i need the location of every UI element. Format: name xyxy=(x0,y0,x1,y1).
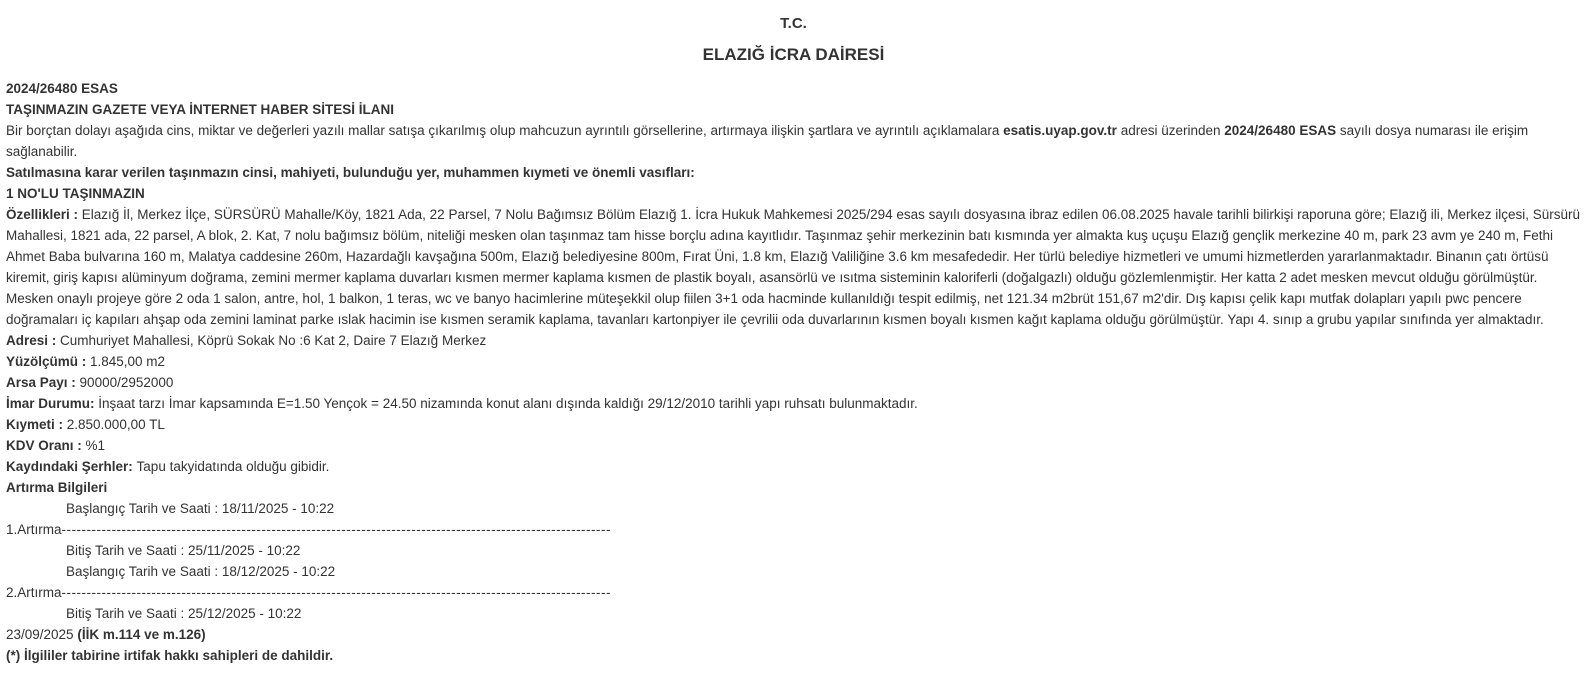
statute-reference: (İİK m.114 ve m.126) xyxy=(77,627,206,642)
field-arsa-payi xyxy=(6,372,1581,393)
auction-info-heading: Artırma Bilgileri xyxy=(6,480,108,495)
intro-text-before: Bir borçtan dolayı aşağıda cins, miktar ve değerleri yazılı mallar satışa çıkarılmış olup mahcuzun ayrıntılı görsellerine, artırmaya ilişkin şartlara ve ayrıntılı açıklamalara xyxy=(6,123,1004,138)
field-yuzolcumu xyxy=(6,351,1581,372)
intro-text-between: adresi üzerinden xyxy=(1116,123,1225,138)
field-adresi-value: Cumhuriyet Mahallesi, Köprü Sokak No :6 Kat 2, Daire 7 Elazığ Merkez xyxy=(60,333,487,348)
divider-dashes: -------------------------------------------------------------------------------------------------------------- xyxy=(61,585,612,600)
case-number: 2024/26480 ESAS xyxy=(6,81,118,96)
field-ozellikleri xyxy=(6,204,1581,330)
esatis-site-reference: esatis.uyap.gov.tr xyxy=(1003,123,1117,138)
announcement-title: TAŞINMAZIN GAZETE VEYA İNTERNET HABER SİTESİ İLANI xyxy=(6,102,395,117)
field-imar-durumu-label: İmar Durumu: xyxy=(6,396,99,411)
field-kdv-orani-label: KDV Oranı : xyxy=(6,438,86,453)
field-kiymeti-label: Kıymeti : xyxy=(6,417,67,432)
field-imar-durumu xyxy=(6,393,1581,414)
field-serhler-label: Kaydındaki Şerhler: xyxy=(6,459,137,474)
field-arsa-payi-value: 90000/2952000 xyxy=(79,375,174,390)
field-serhler xyxy=(6,456,1581,477)
field-yuzolcumu-label: Yüzölçümü : xyxy=(6,354,90,369)
header-republic: T.C. xyxy=(780,15,807,32)
footnote: (*) İlgililer tabirine irtifak hakkı sahipleri de dahildir. xyxy=(6,648,334,663)
auction-round-2-end: Bitiş Tarih ve Saati : 25/12/2025 - 10:22 xyxy=(66,606,302,621)
field-kiymeti-value: 2.850.000,00 TL xyxy=(66,417,165,432)
field-kiymeti xyxy=(6,414,1581,435)
decision-line: Satılmasına karar verilen taşınmazın cinsi, mahiyeti, bulunduğu yer, muhammen kıymeti ve önemli vasıfları: xyxy=(6,165,695,180)
auction-round-1-divider xyxy=(6,519,1581,540)
header-office-title: ELAZIĞ İCRA DAİRESİ xyxy=(702,45,885,64)
field-adresi-label: Adresi : xyxy=(6,333,61,348)
intro-case-reference: 2024/26480 ESAS xyxy=(1224,123,1337,138)
field-imar-durumu-value: İnşaat tarzı İmar kapsamında E=1.50 Yençok = 24.50 nizamında konut alanı dışında kaldığı 29/12/2010 tarihli yapı ruhsatı bulunmaktadır. xyxy=(98,396,918,411)
divider-dashes: -------------------------------------------------------------------------------------------------------------- xyxy=(61,522,612,537)
auction-round-1-name: 1.Artırma xyxy=(6,522,62,537)
auction-round-1-start: Başlangıç Tarih ve Saati : 18/11/2025 - 10:22 xyxy=(66,501,335,516)
document-date: 23/09/2025 xyxy=(6,627,78,642)
field-yuzolcumu-value: 1.845,00 m2 xyxy=(90,354,166,369)
property-heading: 1 NO'LU TAŞINMAZIN xyxy=(6,186,145,201)
field-ozellikleri-value: Elazığ İl, Merkez İlçe, SÜRSÜRÜ Mahalle/Köy, 1821 Ada, 22 Parsel, 7 Nolu Bağımsız Bölüm Elazığ 1. İcra Hukuk Mahkemesi 2025/294 esas sayılı dosyasına ibraz edilen 06.08.2025 havale tarihli bilirkişi raporuna göre; Elazığ ili, Merkez ilçesi, Sürsürü Mahallesi, 1821 ada, 22 parsel, A blok, 2. Kat, 7 nolu bağımsız bölüm, niteliği mesken olan taşınmaz tam hisse borçlu adına kayıtlıdır. Taşınmaz şehir merkezinin batı kısmında yer almakta kuş uçuşu Elazığ gençlik merkezine 40 m, park 23 avm ye 240 m, Fethi Ahmet Baba bulvarına 160 m, Malatya caddesine 260m, Hazardağlı kavşağına 500m, Elazığ belediyesine 800m, Fırat Üni, 1.8 km, Elazığ Valiliğine 3.6 km mesafededir. Her türlü belediye hizmetleri ve umumi hizmetlerden yararlanmaktadır. Binanın çatı örtüsü kiremit, giriş kapısı alüminyum doğrama, zemini mermer kaplama duvarları kısmen mermer kaplama kısmen de plastik boyalı, asansörlü ve ısıtma sisteminin kaloriferli (doğalgazlı) olduğu gözlemlenmiştir. Her katta 2 adet mesken mevcut olduğu görülmüştür. Mesken onaylı projeye göre 2 oda 1 salon, antre, hol, 1 balkon, 1 teras, wc ve banyo hacimlerine müteşekkil olup fiilen 3+1 oda hacminde kullanıldığı tespit edilmiş, net 121.34 m2brüt 151,67 m2'dir. Dış kapısı çelik kapı mutfak dolapları yapılı pwc pencere doğramaları iç kapıları ahşap oda zemini laminat parke ıslak hacimin ise kısmen seramik kaplama, tavanları kartonpiyer ile çevrilii oda duvarlarının kısmen boyalı kısmen kağıt kaplama olduğu görülmüştür. Yapı 4. sınıp a grubu yapılar sınıfında yer almaktadır. xyxy=(6,207,1580,327)
document-date-line xyxy=(6,624,1581,645)
auction-round-2-divider xyxy=(6,582,1581,603)
field-kdv-orani xyxy=(6,435,1581,456)
field-adresi xyxy=(6,330,1581,351)
field-ozellikleri-label: Özellikleri : xyxy=(6,207,82,222)
field-serhler-value: Tapu takyidatında olduğu gibidir. xyxy=(136,459,330,474)
auction-round-2-name: 2.Artırma xyxy=(6,585,62,600)
field-kdv-orani-value: %1 xyxy=(85,438,106,453)
intro-paragraph xyxy=(6,120,1581,162)
auction-round-1-end: Bitiş Tarih ve Saati : 25/11/2025 - 10:22 xyxy=(66,543,301,558)
auction-round-2-start: Başlangıç Tarih ve Saati : 18/12/2025 - 10:22 xyxy=(66,564,336,579)
field-arsa-payi-label: Arsa Payı : xyxy=(6,375,80,390)
intro-text-after: sayılı dosya numarası ile erişim sağlanabilir. xyxy=(6,123,1529,159)
